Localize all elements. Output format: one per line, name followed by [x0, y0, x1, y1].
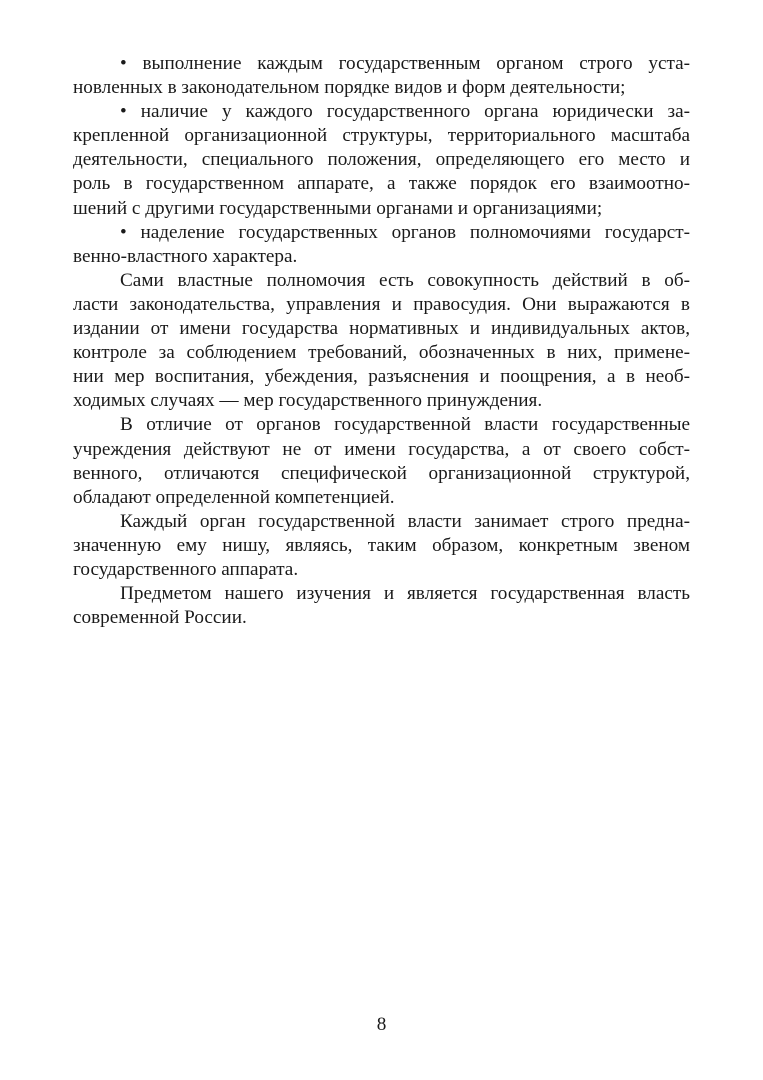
text-line: ходимых случаях — мер государственного принуждения.	[73, 390, 543, 412]
text-line: современной России.	[73, 607, 247, 629]
text-line: обладают определенной компетенцией.	[73, 486, 395, 508]
text-line: деятельности, специального положения, определяющего его место и	[73, 149, 690, 171]
text-line: Предметом нашего изучения и является государственная власть	[120, 583, 690, 605]
text-line: учреждения действуют не от имени государства, а от своего собст-	[73, 438, 690, 460]
text-line: государственного аппарата.	[73, 558, 299, 580]
text-line: венного, отличаются специфической организационной структурой,	[73, 462, 690, 484]
text-line: крепленной организационной структуры, территориального масштаба	[73, 125, 690, 147]
text-line: контроле за соблюдением требований, обозначенных в них, примене-	[73, 342, 690, 364]
text-line: • наделение государственных органов полномочиями государст-	[120, 221, 690, 243]
page-body	[73, 52, 690, 630]
text-line: ласти законодательства, управления и правосудия. Они выражаются в	[73, 293, 690, 315]
text-line: нии мер воспитания, убеждения, разъяснения и поощрения, а в необ-	[73, 366, 690, 388]
page-number: 8	[376, 1014, 387, 1035]
text-line: шений с другими государственными органами и организациями;	[73, 197, 603, 219]
text-line: значенную ему нишу, являясь, таким образом, конкретным звеном	[73, 534, 690, 556]
text-line: новленных в законодательном порядке видов и форм деятельности;	[73, 77, 626, 99]
text-line: роль в государственном аппарате, а также порядок его взаимоотно-	[73, 173, 690, 195]
text-line: Каждый орган государственной власти занимает строго предна-	[120, 510, 690, 532]
text-line: издании от имени государства нормативных и индивидуальных актов,	[73, 318, 690, 340]
text-line: • наличие у каждого государственного органа юридически за-	[120, 101, 690, 123]
text-line: • выполнение каждым государственным органом строго уста-	[120, 53, 690, 74]
text-line: В отличие от органов государственной власти государственные	[120, 414, 690, 436]
text-line: Сами властные полномочия есть совокупность действий в об-	[120, 269, 690, 291]
text-line: венно-властного характера.	[73, 245, 298, 267]
